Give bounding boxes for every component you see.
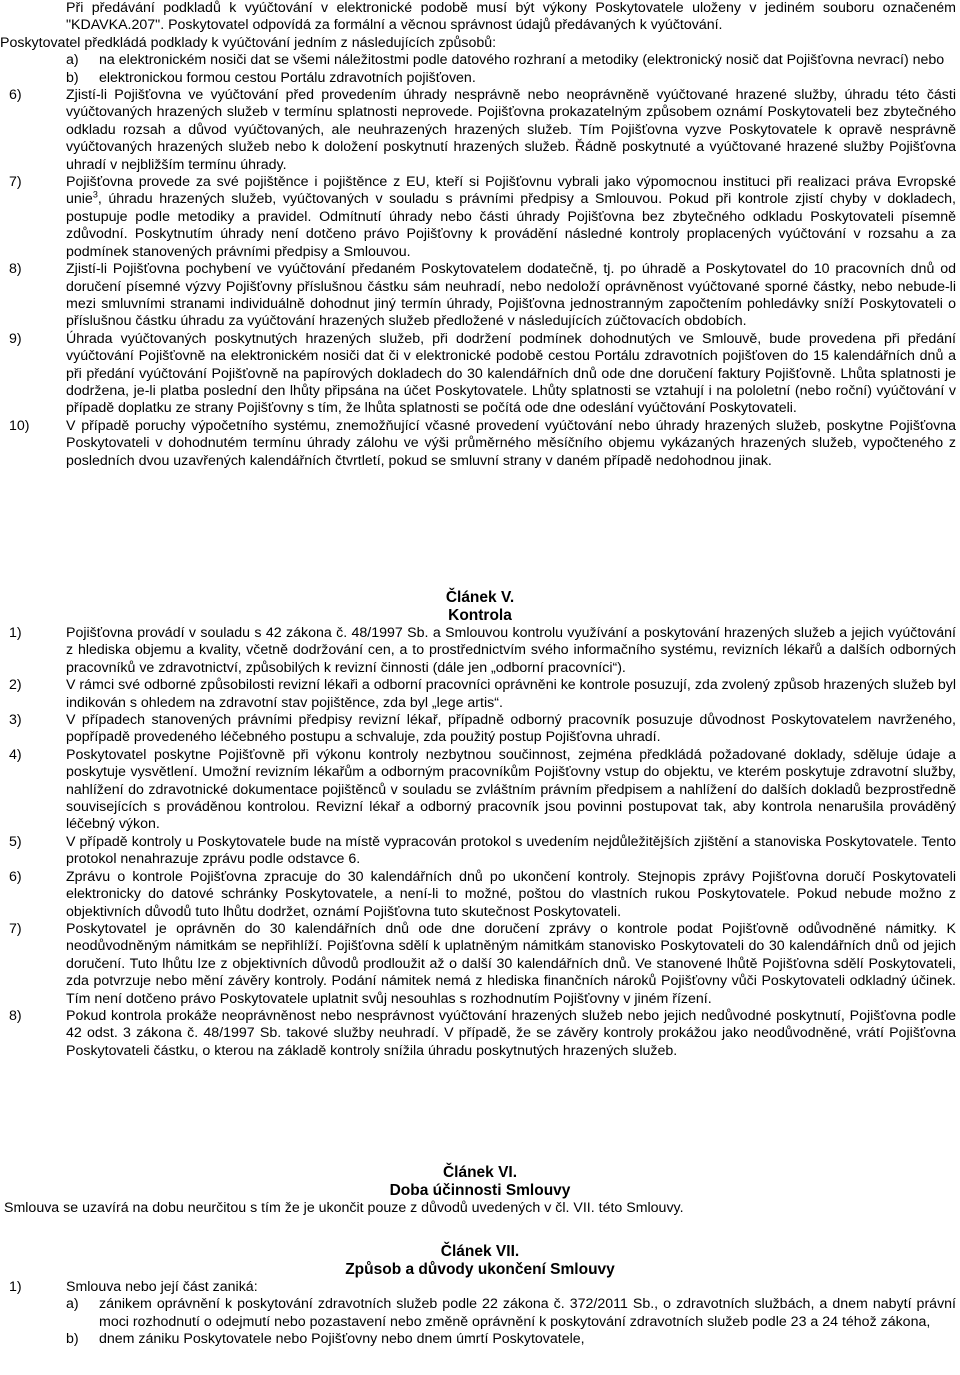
- clause-number: 4): [9, 746, 22, 763]
- clause-number: 1): [9, 1279, 22, 1295]
- clause-number: 8): [9, 261, 22, 278]
- clause-text: Zprávu o kontrole Pojišťovna zpracuje do 30 kalendářních dnů po ukončení kontroly. Stejnopis zprávy Pojišťovna doručí Poskytovateli elektronicky do datové schránky Poskytovatele, a není-li to možné, poštou do vlastních rukou Poskytovatele. Pokud nebude možno z objektivních důvodů tuto lhůtu dodržet, oznámí Pojišťovna tuto skutečnost Poskytovateli.: [66, 868, 956, 920]
- option-a-label: a): [66, 1296, 79, 1313]
- article-5-clause-6: [9, 868, 956, 921]
- article-7-subtitle: Způsob a důvody ukončení Smlouvy: [345, 1261, 615, 1278]
- article-5-clause-1: [9, 625, 956, 677]
- intro-paragraph: Při předávání podkladů k vyúčtování v elektronické podobě musí být výkony Poskytovatele uloženy v jediném souboru označeném "KDAVKA.207". Poskytovatel odpovídá za formální a věcnou správnost údajů předávaných k vyúčtování.: [66, 0, 956, 34]
- article-7-option-b: [66, 1331, 956, 1348]
- clause-text: Zjistí-li Pojišťovna ve vyúčtování před provedením úhrady nesprávně nebo neoprávněně vyúčtované hrazené služby, úhradu této části vyúčtovaných hrazených služeb v termínu splatnosti neprovede. Pojišťovna prokazatelným způsobem oznámí Poskytovateli bez zbytečného odkladu rozsah a důvod vyúčtovaných, ale neuhrazených hrazených služeb. Tím Pojišťovna vyzve Poskytovatele k opravě nesprávně vyúčtovaných hrazených služeb nebo k doložení poskytnutí hrazených služeb. Řádně poskytnuté a vyúčtované hrazené služby Pojišťovna uhradí v nejbližším termínu úhrady.: [66, 87, 956, 173]
- option-b-text: dnem zániku Poskytovatele nebo Pojišťovny nebo dnem úmrtí Poskytovatele,: [99, 1331, 585, 1348]
- clause-number: 5): [9, 833, 22, 850]
- clause-number: 6): [9, 868, 22, 885]
- article-5-title: Článek V.: [445, 589, 515, 606]
- clause-number: 9): [9, 330, 22, 347]
- article-6-title: Článek VI.: [442, 1164, 518, 1181]
- clause-8: [9, 261, 956, 331]
- article-7-option-a: [66, 1296, 956, 1331]
- clause-number: 8): [9, 1007, 22, 1024]
- clause-text: V případě poruchy výpočetního systému, znemožňující včasné provedení vyúčtování nebo úhrady hrazených služeb, poskytne Pojišťovna Poskytovateli v dohodnutém termínu úhrady zálohu ve výši průměrného měsíčního objemu vykázaných hrazených služeb, vypočteného z posledních dvou uzavřených kalendářních čtvrtletí, pokud se smluvní strany v daném případě nedohodnou jinak.: [66, 417, 956, 469]
- article-7-title: Článek VII.: [440, 1243, 520, 1260]
- article-5-clause-7: [9, 920, 956, 1008]
- clause-9: [9, 330, 956, 418]
- clause-text: Pojišťovna provádí v souladu s 42 zákona č. 48/1997 Sb. a Smlouvou kontrolu využívání a poskytování hrazených služeb a jejich vyúčtování z hlediska objemu a kvality, včetně dodržování cen, a to prostřednictvím svého informačního systému, revizních lékařů a dalších odborných pracovníků ve zdravotnictví, způsobilých k revizní činnosti (dále jen „odborní pracovníci“).: [66, 625, 956, 676]
- submission-option-b: [66, 69, 956, 87]
- option-a-text: zánikem oprávnění k poskytování zdravotních služeb podle 22 zákona č. 372/2011 Sb., o zdravotních službách, a dnem nabytí právní moci rozhodnutí o odejmutí nebo pozastavení nebo změně oprávnění k poskytování zdravotních služeb podle 23 a 24 téhož zákona,: [99, 1296, 956, 1330]
- article-6-subtitle: Doba účinnosti Smlouvy: [389, 1182, 571, 1199]
- intro-paragraph-2: Poskytovatel předkládá podklady k vyúčtování jedním z následujících způsobů:: [0, 34, 497, 51]
- clause-text: Pokud kontrola prokáže neoprávněnost nebo nesprávnost vyúčtování hrazených služeb nebo jejich nedůvodné poskytnutí, Pojišťovna podle 42 odst. 3 zákona č. 48/1997 Sb. takové služby neuhradí. V případě, že se závěry kontroly prokážou jako neodůvodněné, vrátí Pojišťovna Poskytovateli částku, o kterou na základě kontroly snížila úhradu poskytnutých hrazených služeb.: [66, 1007, 956, 1059]
- clause-text: Zjistí-li Pojišťovna pochybení ve vyúčtování předaném Poskytovatelem dodatečně, tj. po úhradě a Poskytovatel do 10 pracovních dnů od doručení písemné výzvy Pojišťovny příslušnou částku sám neuhradí, nebo nedoloží oprávněnost vyúčtované sporné částky, nebo nebude-li mezi smluvními stranami individuálně dohodnut jiný termín úhrady, Pojišťovna jednostranným započtením pohledávky sníží Poskytovateli o příslušnou částku úhradu za vyúčtování hrazených služeb předložené v následujících zúčtovacích obdobích.: [66, 261, 956, 330]
- option-b-label: b): [66, 69, 79, 86]
- clause-number: 10): [9, 417, 30, 434]
- article-6: [0, 1164, 960, 1217]
- clause-number: 3): [9, 712, 22, 729]
- article-6-text: Smlouva se uzavírá na dobu neurčitou s tím že je ukončit pouze z důvodů uvedených v čl. VII. této Smlouvy.: [4, 1200, 684, 1216]
- clause-text-part-2: , úhradu hrazených služeb, vyúčtovaných v souladu s právními předpisy a Smlouvou. Pokud při kontrole zjistí chyby v dokladech, postupuje podle metodiky a pravidel. Odmítnutí úhrady nebo části úhrady Pojišťovna bez zbytečného odkladu Poskytovateli písemně zdůvodní. Poskytnutím úhrady není dotčeno právo Pojišťovny k provádění následné kontroly proplacených vyúčtování v rozsahu a za podmínek stanovených právními předpisy a Smlouvou.: [66, 191, 956, 260]
- article-5-clause-2: [9, 677, 956, 712]
- clause-text: V případech stanovených právními předpisy revizní lékař, případně odborný pracovník posuzuje důvodnost Poskytovatelem navrženého, popřípadě provedeného léčebného postupu a schvaluje, zda použitý postup Pojišťovna uhradí.: [66, 712, 956, 746]
- option-b-label: b): [66, 1331, 79, 1348]
- article-5-clause-4: [9, 746, 956, 834]
- clause-text: Poskytovatel je oprávněn do 30 kalendářních dnů ode dne doručení zprávy o kontrole podat Pojišťovně odůvodněné námitky. K neodůvodněným námitkám se nepřihlíží. Pojišťovna sdělí k uplatněným námitkám stanovisko Poskytovateli do 30 kalendářních dnů od jejich doručení. Tuto lhůtu lze z objektivních důvodů prodloužit až o další 30 kalendářních dnů. Ve stanovené lhůtě Pojišťovna sdělí Poskytovateli, zda potvrzuje nebo mění závěry kontroly. Podání námitek nemá z hlediska finančních nároků Pojišťovny vůči Poskytovateli odkladný účinek. Tím není dotčeno právo Poskytovatele uplatnit svůj nesouhlas s rozhodnutím Pojišťovny v jiném řízení.: [66, 920, 956, 1007]
- article-7-clause-1: [9, 1279, 956, 1296]
- article-5: [0, 589, 960, 1060]
- clause-text: Poskytovatel poskytne Pojišťovně při výkonu kontroly nezbytnou součinnost, zejména předkládá požadované doklady, sděluje údaje a poskytuje vysvětlení. Umožní revizním lékařům a odborným pracovníkům Pojišťovny vstup do objektu, ve kterém poskytuje zdravotní služby, nahlížení do zdravotnické dokumentace pojištěnců v souladu se zvláštním právním předpisem a nahlížení do dalších dokladů bezprostředně souvisejících s prováděnou kontrolou. Revizní lékař a odborný pracovník jsou povinni postupovat tak, aby kontrola nenarušila prováděný léčebný výkon.: [66, 746, 956, 833]
- clause-number: 6): [9, 87, 22, 104]
- option-b-text: elektronickou formou cestou Portálu zdravotních pojišťoven.: [99, 69, 476, 86]
- clause-text-part-1: Pojišťovna provede za své pojištěnce i pojištěnce z EU, kteří si Pojišťovnu vybrali jako výpomocnou instituci při realizaci práva Evropské unie: [66, 174, 956, 208]
- article-5-clause-5: [9, 833, 956, 869]
- clause-6: [9, 87, 956, 174]
- article-5-clause-8: [9, 1007, 956, 1060]
- submission-option-a: [66, 52, 956, 69]
- article-5-clause-3: [9, 712, 956, 747]
- clause-10: [9, 417, 956, 470]
- footnote-ref: 3: [92, 189, 98, 200]
- clause-text: V rámci své odborné způsobilosti revizní lékaři a odborní pracovníci oprávněni ke kontrole posuzují, zda zvolený způsob hrazených služeb byl indikován s ohledem na zdravotní stav pojištěnce, zda byl „lege artis“.: [66, 677, 956, 711]
- clause-number: 7): [9, 920, 22, 937]
- article-5-subtitle: Kontrola: [448, 607, 512, 624]
- clause-number: 2): [9, 677, 22, 694]
- article-7: [0, 1243, 960, 1349]
- clause-text: Úhrada vyúčtovaných poskytnutých hrazených služeb, při dodržení podmínek dohodnutých ve Smlouvě, bude provedena při předání vyúčtování Pojišťovně na elektronickém nosiči dat či v elektronické podobě cestou Portálu zdravotních pojišťoven do 15 kalendářních dnů a při předání vyúčtování Pojišťovně na papírových dokladech do 30 kalendářních dnů ode dne doručení faktury Pojišťovně. Lhůta splatnosti je dodržena, je-li platba poslední den lhůty připsána na účet Poskytovatele. Lhůty splatnosti se vztahují i na pololetní (nebo roční) vyúčtování v případě doplatku ze strany Pojišťovny s tím, že lhůta splatnosti se počítá ode dne odeslání vyúčtování Poskytovateli.: [66, 330, 956, 417]
- clause-text: Smlouva nebo její část zaniká:: [66, 1279, 258, 1295]
- clause-7: [9, 174, 956, 261]
- clause-text: V případě kontroly u Poskytovatele bude na místě vypracován protokol s uvedením nejdůležitějších zjištění a stanoviska Poskytovatele. Tento protokol nenahrazuje zprávu podle odstavce 6.: [66, 833, 956, 868]
- clause-number: 1): [9, 625, 22, 641]
- option-a-label: a): [66, 52, 79, 69]
- clause-number: 7): [9, 174, 22, 191]
- option-a-text: na elektronickém nosiči dat se všemi náležitostmi podle datového rozhraní a metodiky (elektronický nosič dat Pojišťovna nevrací) nebo: [99, 52, 945, 69]
